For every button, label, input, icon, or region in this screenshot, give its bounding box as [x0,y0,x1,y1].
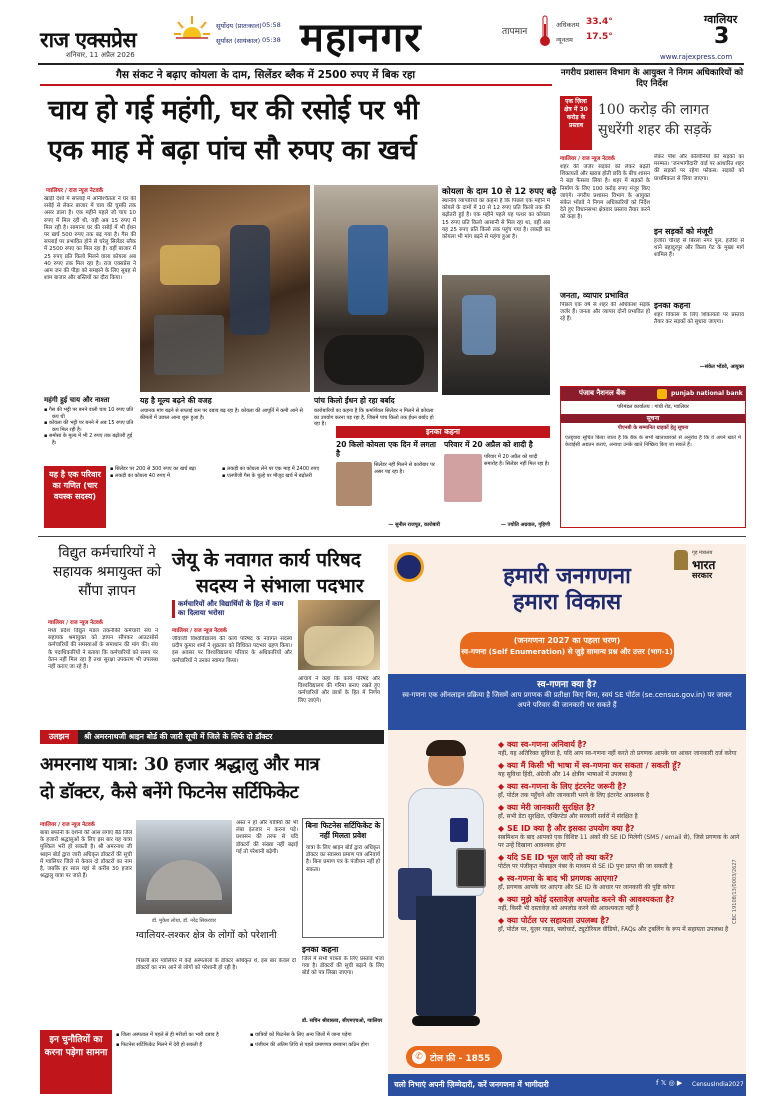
family-item [222,466,330,473]
website: www.rajexpress.com [660,53,733,61]
lead-byline: ग्वालियर / राज न्यूज नेटवर्क [46,188,103,194]
trade-title: जनता, व्यापार प्रभावित [560,291,629,300]
no-fitness-title: बिना फिटनेस सर्टिफिकेट के नहीं मिलता प्रवेश [305,821,381,840]
amarnath-quote-by: डॉ. सचिन श्रीवास्तव, सीएमएचओ, ग्वालियर [302,1018,383,1024]
ministry-1: गृह मंत्रालय [692,550,713,556]
voice-2-body: परिवार में 20 अप्रैल को शादी समारोह है। सिलेंडर नहीं मिल रहा है। [484,454,550,467]
diamond-icon: ◆ [498,853,507,862]
bullet-icon: ▪ [44,407,49,413]
census-faq [498,740,740,1052]
amarnath-col2: अस्त न हो और यात्रियों की भी लंबा इंतजार न करना पड़े। प्रशासन की तरफ से यदि डॉक्टरों की संख्या नहीं बढ़ाई गई तो परेशानी बढ़ेगी। [236,820,298,855]
bullet-icon: ▪ [116,1032,121,1038]
bullet-icon: ▪ [250,1041,255,1048]
tea-item-text: गैस की भट्टी पर बनने वाली चाय 10 रुपए प्रति कप थी [48,407,134,420]
voice-2 [444,440,550,532]
tollfree-text: टोल फ्री - 1855 [430,1054,491,1064]
challenge-item [250,1042,384,1049]
faq-answer: हाँ, पोर्टल तक पहुँचने और जानकारी भरने के लिए इंटरनेट आवश्यक है [498,792,650,799]
amarnath-headline-2: दो डॉक्टर, कैसे बनेंगे फिटनेस सर्टिफिकेट [40,782,299,803]
electric-headline: विद्युत कर्मचारियों ने सहायक श्रमायुक्त को सौंपा ज्ञापन [52,545,162,599]
instagram-icon: ◎ [668,1079,675,1087]
tea-stall-photo [140,185,310,392]
lead-headline-1: चाय हो गई महंगी, घर की रसोई पर भी [48,95,419,126]
census-title-2: हमारा विकास [512,589,622,615]
faq-answer: नहीं, यह अतिरिक्त सुविधा है, यदि आप स्व-गणना नहीं करते तो प्रगणक आपके घर आकर जानकारी दर्ज करेगा [498,750,737,757]
side-body: शहर की जर्जर सड़कों को लेकर बढ़ती शिकायतों और खराब होती छवि के बीच शासन ने बड़ा फैसला लिया है। शहर में सड़कों के निर्माण के लिए 100 करोड़ रुपए मंजूर किए जाएंगे। नगरीय प्रशासन विभाग के आयुक्त संकेत भोंडवे ने निगम अधिकारियों को निर्देश देते हुए विधानसभा क्षेत्रवार प्रस्ताव तैयार करने को कहा है। [560,164,650,221]
faq-answer: यह सुविधा हिंदी, अंग्रेजी और 14 क्षेत्रीय भाषाओं में उपलब्ध है [498,771,633,778]
amarnath-byline: ग्वालियर / राज न्यूज नेटवर्क [40,822,95,828]
voice-1-body: सिलेंडर नहीं मिलने से कारोबार पर असर पड़ रहा है। [374,462,435,475]
faq-answer: पोर्टल पर पंजीकृत मोबाइल नंबर के माध्यम से SE ID पुनः प्राप्त की जा सकती है [498,863,673,870]
x-icon: 𝕏 [660,1079,667,1087]
paper-name: राज एक्सप्रेस [40,27,137,52]
faq-question-text: क्या पोर्टल पर सहायता उपलब्ध है? [506,916,610,925]
lead-box-rule [40,84,552,86]
faq-answer: सबमिशन के बाद आपको एक विशिष्ट 11 अंकों की SE ID मिलेगी (SMS / email से), जिसे प्रगणक के आने पर उन्हें दिखाना आवश्यक होगा [498,834,740,849]
census-ad [388,544,746,1096]
census-code: CBC 19108/13/0003/2627 [732,859,738,924]
faq-question-text: क्या मुझे कोई दस्तावेज़ अपलोड करने की आवश्यकता है? [506,895,675,904]
diamond-icon: ◆ [498,803,507,812]
challenge-item-text: जिला अस्पताल में पहले से ही मरीजों का भारी दबाव है [120,1032,219,1038]
side-quote-by: —संकेत भोंडवे, आयुक्त [699,364,744,370]
faq-item-1 [498,740,740,758]
roads-body: हजीरा चौराहे से बिरला नगर पुल, हजीरा से थाने बहादुरपुर और किला गेट के मुख्य मार्ग शामिल हैं। [654,238,744,259]
faq-question-text: क्या मेरी जानकारी सुरक्षित है? [506,803,596,812]
census-phase: (जनगणना 2027 का पहला चरण) [513,636,621,645]
side-col2: लेकर पॉश और कॉलोनियों की सड़कों का मरम्मत। 'जनभागीदारी' वार्ड पर आधारित शहर की सड़कों पर रहेगा फोकस: सड़कों को प्राथमिकता से लिया जाएगा। [654,154,744,182]
faq-item-6 [498,853,740,871]
voice-1 [336,440,440,532]
diamond-icon: ◆ [498,916,507,925]
no-fitness-box [302,818,384,938]
jiwaji-headline-2: सदस्य ने संभाला पदभार [196,575,364,597]
masthead-rule [38,63,744,65]
diamond-icon: ◆ [498,874,507,883]
bullet-icon: ▪ [116,1041,121,1048]
faq-question-text: यदि SE ID भूल जाएँ तो क्या करें? [506,853,614,862]
faq-question [498,874,740,884]
challenge-list-1 [116,1032,246,1094]
pnb-name-hi: पंजाब नैशनल बैंक [579,389,626,397]
coal-price-body: स्थानीय व्यापारियों का कहना है कि पिछले एक महीने में कोयले के दामों में 10 से 12 रुपए प्रति किलो तक की बढ़ोतरी हुई है। एक महीने पहले यह पत्थर का कोयला 15 रुपए प्रति किलो आसानी से मिल रहा था, वहीं अब यह 25 रुपए प्रति किलो तक पहुंच गया है। लकड़ी का कोयला भी मांग बढ़ने से महंगा हुआ है। [442,198,550,241]
diamond-icon: ◆ [498,761,507,770]
pnb-name-en: punjab national bank [671,390,743,397]
top-bottom-rule [38,536,746,537]
family-item-text: लकड़ी का कोयला 40 रुपए में [114,472,170,479]
faq-question-text: SE ID क्या है और इसका उपयोग क्या है? [506,824,635,833]
city-name: ग्वालियर [704,13,738,26]
tea-item-text: समोसा के मूल्य में भी 2 रुपए तक बढ़ोतरी हुई है। [48,433,133,446]
no-fitness-body: यात्रा के लिए श्राइन बोर्ड द्वारा अधिकृत डॉक्टर का स्वास्थ्य प्रमाण पत्र अनिवार्य है। बिना प्रमाण पत्र के पंजीयन नहीं हो सकता। [306,845,380,873]
min-temp: 17.5° [586,32,613,42]
side-headline-1: 100 करोड़ की लागत [598,102,710,118]
jiwaji-headline-1: जेयू के नवागत कार्य परिषद [172,549,361,571]
ministry-3: सरकार [692,571,713,580]
side-title: नगरीय प्रशासन विभाग के आयुक्त ने निगम अधिकारियों को दिए निर्देश [560,68,744,89]
voice-2-by: — ज्योति अग्रवाल, गृहिणी [500,522,550,528]
faq-question [498,916,740,926]
facebook-icon: f [656,1079,659,1087]
bullet-icon: ▪ [222,466,227,472]
temp-label: तापमान [502,27,528,37]
challenge-item-text: फिटनेस सर्टिफिकेट मिलने में देरी हो सकती है [120,1041,203,1048]
diamond-icon: ◆ [498,895,507,904]
jiwaji-photo [298,600,380,670]
roads-title: इन सड़कों को मंजूरी [654,227,713,236]
side-tag: एक ज़िला क्षेत्र में 30 करोड़ के प्रस्ताव [560,96,592,150]
family-list-2 [222,466,330,526]
faq-question [498,895,740,905]
jiwaji-byline: ग्वालियर / राज न्यूज नेटवर्क [172,628,227,634]
sunset-label: सूर्यास्त (सायंकाल) [216,37,261,45]
bullet-icon: ▪ [110,472,115,479]
faq-question [498,782,740,792]
bullet-icon: ▪ [250,1032,255,1038]
lead-body: खाड़ी देशों में सप्लाई में अनिश्चितता ने घर की रसोई से लेकर बाजार में चाय की चुस्की तक असर डाला है। एक महीने पहले जो चाय 10 रुपए में मिल रही थी, वही अब 15 रुपए में मिल रही है। सामान्य घर की रसोई में भी ईंधन पर खर्च 500 रुपए तक बढ़ गया है। गैस की सप्लाई पर प्रभावित होने से घरेलू सिलेंडर ब्लैक में 2500 रुपए का मिल रहा है। वहीं बाजार में 25 रुपए प्रति किलो मिलने वाला कोयला अब 40 रुपए तक मिल रहा है। राज एक्सप्रेस ने आम जन की पीड़ा को समझने के लिए सुबह से शाम बाजार और बस्तियों का दौरा किया। [44,196,136,282]
enumerator-trousers [416,896,476,1016]
pnb-notice-sub: पीएनबी के सम्मानित ग्राहकों हेतु सूचना [617,425,689,431]
amarnath-body: बाबा बर्फानी के दर्शनों की आस लगाए बैठे जिले के हजारों श्रद्धालुओं के लिए इस बार यह यात्रा मुश्किल भरी हो सकती है। श्री अमरनाथ जी श्राइन बोर्ड द्वारा जारी अधिकृत डॉक्टरों की सूची में ग्वालियर जिले से केवल दो डॉक्टरों का नाम है, जबकि हर साल यहां से करीब 30 हजार श्रद्धालु यात्रा पर जाते हैं। [40,830,132,880]
challenge-box: इन चुनौतियों का करना पड़ेगा सामना [40,1030,112,1094]
challenge-list-2 [250,1032,384,1094]
census-what-body: स्व-गणना एक ऑनलाइन प्रक्रिया है जिसमें आप प्रगणक की प्रतीक्षा किए बिना, स्वयं SE पोर्टल (se.census.gov.in) पर जाकर अपने परिवार की जानकारी भर सकते हैं [402,691,732,709]
sunset-time: 05:38 [262,36,281,44]
amarnath-headline-1: अमरनाथ यात्रा: 30 हजार श्रद्धालु और मात्र [40,754,320,775]
pnb-notice-title: सूचना [561,414,745,423]
census-title-1: हमारी जनगणना [503,563,631,589]
amarnath-quote-body: जिले में सभी पात्रता के लिए प्रस्ताव भेजा गया है। डॉक्टरों की सूची बढ़ाने के लिए बोर्ड को पत्र लिखा जाएगा। [302,956,384,977]
enumerator-badge [450,818,468,842]
bullet-icon: ▪ [44,420,49,427]
coal-sack-photo [442,275,550,395]
max-temp-label: अधिकतम [556,21,580,29]
census-phase-sub: स्व-गणना (Self Enumeration) से जुड़े सामान्य प्रश्न और उत्तर (भाग-1) [461,647,673,656]
five-title: पांच किलो ईंधन हो रहा बर्बाद [314,396,395,405]
lead-kicker: गैस संकट ने बढ़ाए कोयला के दाम, सिलेंडर ब्लैक में 2500 रुपए में बिक रहा [116,69,416,81]
coal-price-title: कोयला के दाम 10 से 12 रुपए बढ़े [442,187,557,197]
family-list-1 [110,466,218,526]
family-item-text: एलपीजी गैस के चूल्हे पर मौजूद खर्च में बढ़ोतरी [226,472,312,479]
tea-item-3 [44,433,136,446]
section-title: महानगर [300,14,422,61]
faq-item-2 [498,761,740,779]
faq-item-3 [498,782,740,800]
lead-headline-2: एक माह में बढ़ा पांच सौ रुपए का खर्च [48,135,417,166]
thermometer-icon [538,14,552,48]
census-handle: CensusIndia2027 [692,1081,744,1088]
faq-question-text: क्या स्व-गणना अनिवार्य है? [506,740,587,749]
bullet-icon: ▪ [222,472,227,479]
amarnath-quote-title: इनका कहना [302,945,339,954]
challenge-item [116,1042,246,1049]
faq-item-9 [498,916,740,934]
family-item [110,473,218,480]
gl-title: ग्वालियर-लश्कर क्षेत्र के लोगों को परेशानी [136,930,277,941]
bullet-icon: ▪ [110,466,115,472]
faq-item-7 [498,874,740,892]
electric-body: मध्य प्रदेश विद्युत मंडल तकनीकी कर्मचारी संघ ने सहायक श्रमायुक्त को ज्ञापन सौंपकर आउटसोर्स कर्मचारियों की समस्याओं के समाधान की मांग की। संघ के पदाधिकारियों ने बताया कि कर्मचारियों को समय पर वेतन नहीं मिल रहा है तथा सुरक्षा उपकरण भी उपलब्ध नहीं कराए जा रहे हैं। [48,628,158,671]
jiwaji-body-2: आचार्य ने कहा कि कार्य परिषद और विश्वविद्यालय की गरिमा बनाए रखते हुए कर्मचारियों और छात्रों के हित में निर्णय लिए जाएंगे। [298,676,380,704]
family-item [222,473,330,480]
issue-date: शनिवार, 11 अप्रैल 2026 [66,51,135,59]
voice-1-head: 20 किलो कोयला एक दिन में लगता है [336,440,436,458]
family-box: यह है एक परिवार का गणित (चार वयस्क सदस्य) [44,466,106,528]
faq-question [498,740,740,750]
sun-icon [172,14,212,50]
side-headline-2: सुधरेंगी शहर की सड़कें [598,122,712,138]
voice-2-photo [444,454,482,502]
challenge-item [250,1032,384,1039]
voice-2-head: परिवार में 20 अप्रैल को शादी है [444,440,533,449]
gl-body: पिछली बार ग्वालियर में कई अस्पतालों के डॉक्टर अधिकृत थे, इस बार केवल दो डॉक्टरों का नाम आने से लोगों को परेशानी हो रही है। [136,958,296,972]
faq-item-8 [498,895,740,913]
why-title: यह है मूल्य बढ़ने की वजह [140,396,212,405]
challenge-item-text: यात्रियों को फिटनेस के लिए अन्य जिलों में जाना पड़ेगा [254,1032,352,1038]
side-quote-title: इनका कहना [654,301,691,310]
challenge-item-text: पंजीयन की अंतिम तिथि से पहले प्रमाणपत्र बनवाना कठिन होगा [254,1041,369,1048]
enumerator-hair [426,740,466,756]
voice-1-by: — सुनील राजपूत, कारोबारी [388,522,440,528]
census-footer: चलो निभाएं अपनी ज़िम्मेदारी, करें जनगणना में भागीदारी [394,1080,549,1089]
ministry-2: भारत [692,558,716,572]
why-body: अचानक मांग बढ़ने से सप्लाई कम पर दबाव बढ़ रहा है। कोयला की आपूर्ति में कमी आने से कीमतों में उछाल आना शुरू हुआ है। [140,408,303,421]
faq-question-text: स्व-गणना के बाद भी प्रगणक आएगा? [506,874,619,883]
faq-answer: हाँ, पोर्टल पर, यूज़र गाइड, फ्लोचार्ट, ट्यूटोरियल वीडियो, FAQs और ट्रबलिंग के रूप में सहायता उपलब्ध है [498,926,729,933]
family-item-text: सिलेंडर पर 200 से 300 रुपए का खर्च बढ़ा [114,466,196,472]
census-what-title: स्व-गणना क्या है? [537,680,597,690]
masthead [0,0,778,66]
voices-title: इनका कहना [336,426,550,438]
faq-question [498,803,740,813]
faq-answer: नहीं, किसी भी दस्तावेज़ को अपलोड करने की आवश्यकता नहीं है [498,905,639,912]
challenge-item [116,1032,246,1039]
faq-question-text: क्या मैं किसी भी भाषा में स्व-गणना कर सकता / सकती हूँ? [506,761,682,770]
jiwaji-sub: कर्मचारियों और विद्यार्थियों के हित में काम का दिलाया भरोसा [172,600,292,618]
electric-byline: ग्वालियर / राज न्यूज नेटवर्क [48,620,103,626]
bullet-icon: ▪ [44,433,49,440]
amarnath-kicker: श्री अमरनाथजी श्राइन बोर्ड की जारी सूची में जिले के सिर्फ दो डॉक्टर [84,732,273,741]
max-temp: 33.4° [586,17,613,27]
pnb-logo-icon [657,389,667,399]
faq-item-4 [498,803,740,821]
enumerator-tablet [456,848,486,888]
why-section [140,396,310,462]
tea-item-text: कोयला की भट्टी पर बनने में अब 15 रुपए प्रति कप मिल रही है। [48,420,134,433]
amarnath-photo [136,820,232,914]
min-temp-label: न्यूनतम [556,36,573,44]
phone-icon: ✆ [412,1050,426,1064]
faq-item-5 [498,824,740,850]
social-icons [656,1079,682,1087]
enumerator-shoes [412,1016,480,1026]
tea-section [44,396,136,462]
coal-photo [314,185,438,392]
page-number: 3 [714,24,730,49]
jiwaji-body: जीवाजी विश्वविद्यालय की कार्य परिषद के नवागत सदस्य प्रदीप कुमार शर्मा ने शुक्रवार को विधिवत पदभार ग्रहण किया। इस अवसर पर विश्वविद्यालय परिवार के अधिकारियों और कर्मचारियों ने उनका स्वागत किया। [172,636,292,664]
faq-answer: हाँ, प्रगणक आपके घर आएगा और SE ID के आधार पर जानकारी की पुष्टि करेगा [498,884,675,891]
voice-1-photo [336,462,372,506]
tea-item-2 [44,420,136,433]
enumerator-illustration [398,740,494,1040]
faq-question [498,853,740,863]
pnb-branch: परिमंडल कार्यालय : गांधी रोड, ग्वालियर [617,404,689,410]
pnb-notice [560,386,746,528]
tea-title: महंगी हुई चाय और नाश्ता [44,396,110,404]
trade-body: पिछले एक वर्ष से शहर की अधिकांश सड़कें जर्जर हैं। जनता और व्यापार दोनों प्रभावित हो रहे हैं। [560,302,650,323]
five-body: कारोबारियों का कहना है कि कमर्शियल सिलेंडर न मिलने से कोयला का उपयोग करना पड़ रहा है, जिसमें पांच किलो तक ईंधन बर्बाद हो रहा है। [314,408,434,428]
faq-question [498,761,740,771]
side-quote-body: शहर विकास के लिए शिकायतों पर प्रस्ताव तैयार कर सड़कों को सुधारा जाएगा। [654,312,744,326]
amarnath-kicker-label: उलझन [40,730,78,744]
side-byline: ग्वालियर / राज न्यूज नेटवर्क [560,156,615,162]
faq-answer: हाँ, सभी डेटा सुरक्षित, एन्क्रिप्टेड और सरकारी सर्वरों में संरक्षित है [498,813,638,820]
tea-item-1 [44,407,136,420]
family-item [110,466,218,473]
pnb-notice-body: एतद्द्वारा सूचित किया जाता है कि बैंक के सभी खाताधारकों से अनुरोध है कि वे अपने खाते में केवाईसी अद्यतन कराएं, अन्यथा उनके खाते निष्क्रिय किए जा सकते हैं। [565,435,741,449]
diamond-icon: ◆ [498,782,507,791]
sunrise-label: सूर्योदय (प्रातःकाल) [216,22,262,30]
diamond-icon: ◆ [498,824,507,833]
family-item-text: लकड़ी का कोयला लेने पर एक माह में 2400 रुपए [226,466,320,472]
diamond-icon: ◆ [498,740,507,749]
faq-question-text: क्या स्व-गणना के लिए इंटरनेट जरूरी है? [506,782,627,791]
amarnath-photo-by: डॉ. मुकेश लोधा, डॉ. नरेंद्र सिकरवार [151,918,217,924]
sunrise-time: 05:58 [262,21,281,29]
faq-question [498,824,740,834]
youtube-icon: ▶ [676,1079,683,1087]
